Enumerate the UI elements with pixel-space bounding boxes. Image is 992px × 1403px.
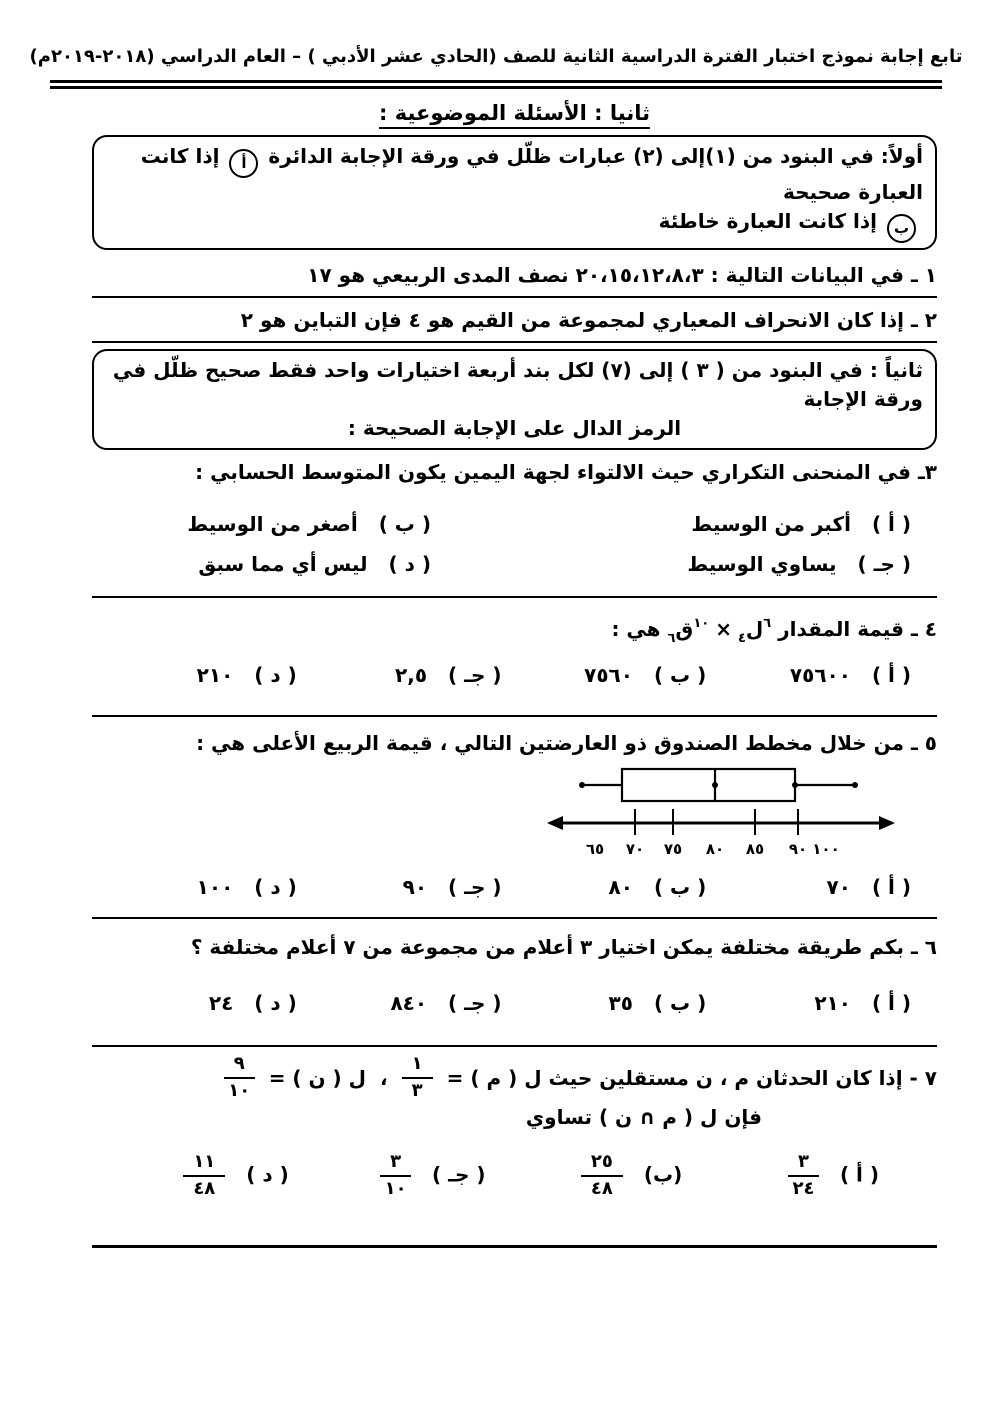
q7-option-c (289, 1150, 486, 1199)
q5-option-d-label: ( د ) (254, 875, 297, 899)
q5-option-c-label: ( جـ ) (448, 875, 502, 899)
q6-options (92, 991, 937, 1015)
q4-expr-sup2: ١٠ (693, 616, 710, 631)
q5-option-c-value: ٩٠ (402, 875, 428, 899)
q6-option-a-value: ٢١٠ (814, 991, 851, 1015)
q6-option-c-value: ٨٤٠ (390, 991, 428, 1015)
q4-expr-sup1: ٦ (763, 616, 772, 631)
axis-label-70: ٧٠ (625, 840, 645, 858)
frac1-numerator: ١ (402, 1055, 433, 1079)
q7-options (92, 1150, 937, 1199)
q6-option-b-value: ٣٥ (608, 991, 633, 1015)
q7-option-d-label: ( د ) (246, 1162, 289, 1187)
q7-option-a (682, 1150, 879, 1199)
q4-expr-base2: ق (675, 617, 694, 641)
divider-after-q4 (92, 715, 937, 717)
q3-option-c-label: ( جـ ) (857, 552, 911, 576)
q5-option-c (297, 875, 502, 899)
q4-expr-sub1: ٤ (737, 631, 746, 646)
q6-option-b (502, 991, 707, 1015)
q5-option-b (502, 875, 707, 899)
q7-option-c-denominator: ١٠ (384, 1177, 407, 1199)
q7-option-d-fraction (183, 1150, 225, 1199)
instruction-box2-line1: ثانياً : في البنود من ( ٣ ) إلى (٧) لكل بند أربعة اختيارات واحد فقط صحيح ظلّل في ورقة الإجابة (112, 358, 923, 411)
q1-text-before: ١ ـ في البيانات التالية : (703, 263, 937, 287)
q5-option-b-label: ( ب ) (653, 875, 707, 899)
q6-option-c-label: ( جـ ) (448, 991, 502, 1015)
boxplot-figure (545, 761, 925, 861)
q7-option-a-denominator: ٢٤ (792, 1177, 815, 1199)
q7-option-d-denominator: ٤٨ (193, 1177, 216, 1199)
axis-label-75: ٧٥ (663, 840, 683, 858)
divider-after-q3 (92, 596, 937, 598)
question-5: ٥ ـ من خلال مخطط الصندوق ذو العارضتين التالي ، قيمة الربيع الأعلى هي : (196, 731, 937, 755)
q4-option-b (502, 663, 707, 687)
question-7-line2: فإن ل ( م ∩ ن ) تساوي (525, 1104, 762, 1129)
bottom-divider (92, 1245, 937, 1248)
q4-options (92, 663, 937, 687)
q6-option-d-value: ٢٤ (208, 991, 234, 1015)
q7-line1-comma: ، (380, 1065, 388, 1090)
q6-option-d (92, 991, 297, 1015)
q4-option-d-value: ٢١٠ (196, 663, 234, 687)
axis-labels (586, 840, 840, 858)
q7-option-a-label: ( أ ) (839, 1162, 879, 1187)
q6-option-d-label: ( د ) (254, 991, 297, 1015)
q7-option-b-numerator: ٢٥ (581, 1153, 623, 1177)
q7-option-a-numerator: ٣ (788, 1153, 819, 1177)
q7-option-d-numerator: ١١ (183, 1153, 225, 1177)
q4-option-a-label: ( أ ) (871, 663, 911, 687)
frac1-denominator: ٣ (411, 1079, 423, 1101)
q4-expression (667, 616, 772, 646)
axis-label-85: ٨٥ (745, 840, 765, 858)
axis-left-arrowhead (547, 816, 563, 830)
boxplot-box-and-whiskers (582, 769, 855, 801)
q4-expr-sub2: ٦ (667, 631, 676, 646)
circled-letter-b: ب (887, 214, 916, 243)
q4-option-b-value: ٧٥٦٠ (584, 663, 633, 687)
axis-label-90: ٩٠ (788, 840, 808, 858)
q7-option-b-fraction (581, 1150, 623, 1199)
q6-option-a-label: ( أ ) (871, 991, 911, 1015)
axis-right-arrowhead (879, 816, 895, 830)
instruction-box2-line2: الرمز الدال على الإجابة الصحيحة : (347, 416, 682, 440)
q5-option-d (92, 875, 297, 899)
q7-line1-next: ل ( ن ) = (268, 1065, 367, 1090)
q3-option-a-label: ( أ ) (871, 512, 911, 536)
q6-option-c (297, 991, 502, 1015)
question-7-line1 (92, 1055, 937, 1101)
q7-option-b (486, 1150, 683, 1199)
q7-option-c-label: ( جـ ) (432, 1162, 486, 1187)
q7-line1-start: ٧ - إذا كان الحدثان م ، ن مستقلين حيث ل ( م ) = (446, 1065, 937, 1090)
q4-option-c-label: ( جـ ) (448, 663, 502, 687)
q7-option-b-label: (ب) (643, 1162, 683, 1187)
q7-option-c-fraction (380, 1150, 411, 1199)
q6-option-b-label: ( ب ) (653, 991, 707, 1015)
boxplot-figure-wrapper (545, 761, 925, 865)
divider-after-q2 (92, 341, 937, 343)
q3-option-c-text: يساوي الوسيط (687, 552, 837, 576)
q4-option-d-label: ( د ) (254, 663, 297, 687)
box1-line1-before: أولاً: في البنود من (١)إلى (٢) عبارات ظلّل في ورقة الإجابة الدائرة (268, 144, 923, 168)
frac2-denominator: ١٠ (228, 1079, 251, 1101)
q3-option-b (92, 512, 431, 536)
q3-option-b-text: أصغر من الوسيط (187, 512, 358, 536)
divider-after-q5 (92, 917, 937, 919)
q3-option-b-label: ( ب ) (378, 512, 431, 536)
q3-option-d-text: ليس أي مما سبق (198, 552, 368, 576)
header-divider (50, 80, 942, 89)
box1-line2-after: إذا كانت العبارة خاطئة (658, 209, 878, 233)
q6-option-a (706, 991, 911, 1015)
q7-option-a-fraction (788, 1150, 819, 1199)
q5-options (92, 875, 937, 899)
frac2-numerator: ٩ (224, 1055, 255, 1079)
axis-label-100: ١٠٠ (812, 840, 840, 858)
instruction-box-mcq (92, 349, 937, 450)
q4-expr-base1: ل (745, 617, 764, 641)
instruction-box1-line1 (106, 142, 923, 207)
section-title-row (92, 101, 937, 129)
q7-option-d (92, 1150, 289, 1199)
page-content (92, 101, 937, 1248)
q1-text-after: نصف المدى الربيعي هو ١٧ (307, 263, 576, 287)
q3-option-d-label: ( د ) (388, 552, 431, 576)
q5-option-a (706, 875, 911, 899)
question-6: ٦ ـ بكم طريقة مختلفة يمكن اختيار ٣ أعلام من مجموعة من ٧ أعلام مختلفة ؟ (190, 935, 937, 959)
fraction-one-third (402, 1055, 433, 1101)
question-1 (92, 250, 937, 296)
q3-option-a-text: أكبر من الوسيط (691, 512, 851, 536)
q1-data-values: ٢٠،١٥،١٢،٨،٣ (575, 263, 704, 287)
q4-option-d (92, 663, 297, 687)
q4-option-a (706, 663, 911, 687)
question-3: ٣ـ في المنحنى التكراري حيث الالتواء لجهة اليمين يكون المتوسط الحسابي : (195, 460, 937, 484)
q4-option-c-value: ٢,٥ (395, 663, 428, 687)
box1-line1-after: إذا كانت العبارة صحيحة (140, 144, 923, 204)
q3-option-a (431, 512, 911, 536)
divider-after-q6 (92, 1045, 937, 1047)
q5-option-a-value: ٧٠ (826, 875, 851, 899)
circled-letter-a: أ (229, 149, 258, 178)
fraction-nine-tenths (224, 1055, 255, 1101)
q4-option-c (297, 663, 502, 687)
q3-option-c (431, 552, 911, 576)
q7-option-b-denominator: ٤٨ (590, 1177, 613, 1199)
number-line-axis (547, 809, 895, 835)
q5-option-b-value: ٨٠ (608, 875, 633, 899)
instruction-box-true-false (92, 135, 937, 250)
q5-option-d-value: ١٠٠ (196, 875, 234, 899)
q3-options (92, 512, 937, 576)
axis-label-80: ٨٠ (705, 840, 725, 858)
q3-option-d (92, 552, 431, 576)
q4-text-after: هي : (611, 617, 661, 641)
q4-option-a-value: ٧٥٦٠٠ (789, 663, 851, 687)
q4-option-b-label: ( ب ) (653, 663, 707, 687)
question-2: ٢ ـ إذا كان الانحراف المعياري لمجموعة من القيم هو ٤ فإن التباين هو ٢ (240, 308, 937, 332)
instruction-box1-line2 (106, 207, 923, 243)
q4-text-before: ٤ ـ قيمة المقدار (778, 617, 937, 641)
question-4 (92, 610, 937, 653)
section-title: ثانيا : الأسئلة الموضوعية : (379, 101, 650, 129)
multiplication-sign: × (715, 617, 732, 641)
page-header-title: تابع إجابة نموذج اختبار الفترة الدراسية الثانية للصف (الحادي عشر الأدبي ) – العام الدراسي (٢٠١٨-٢٠١٩م) (29, 46, 963, 67)
axis-label-65: ٦٥ (585, 840, 605, 858)
q5-option-a-label: ( أ ) (871, 875, 911, 899)
q7-option-c-numerator: ٣ (380, 1153, 411, 1177)
